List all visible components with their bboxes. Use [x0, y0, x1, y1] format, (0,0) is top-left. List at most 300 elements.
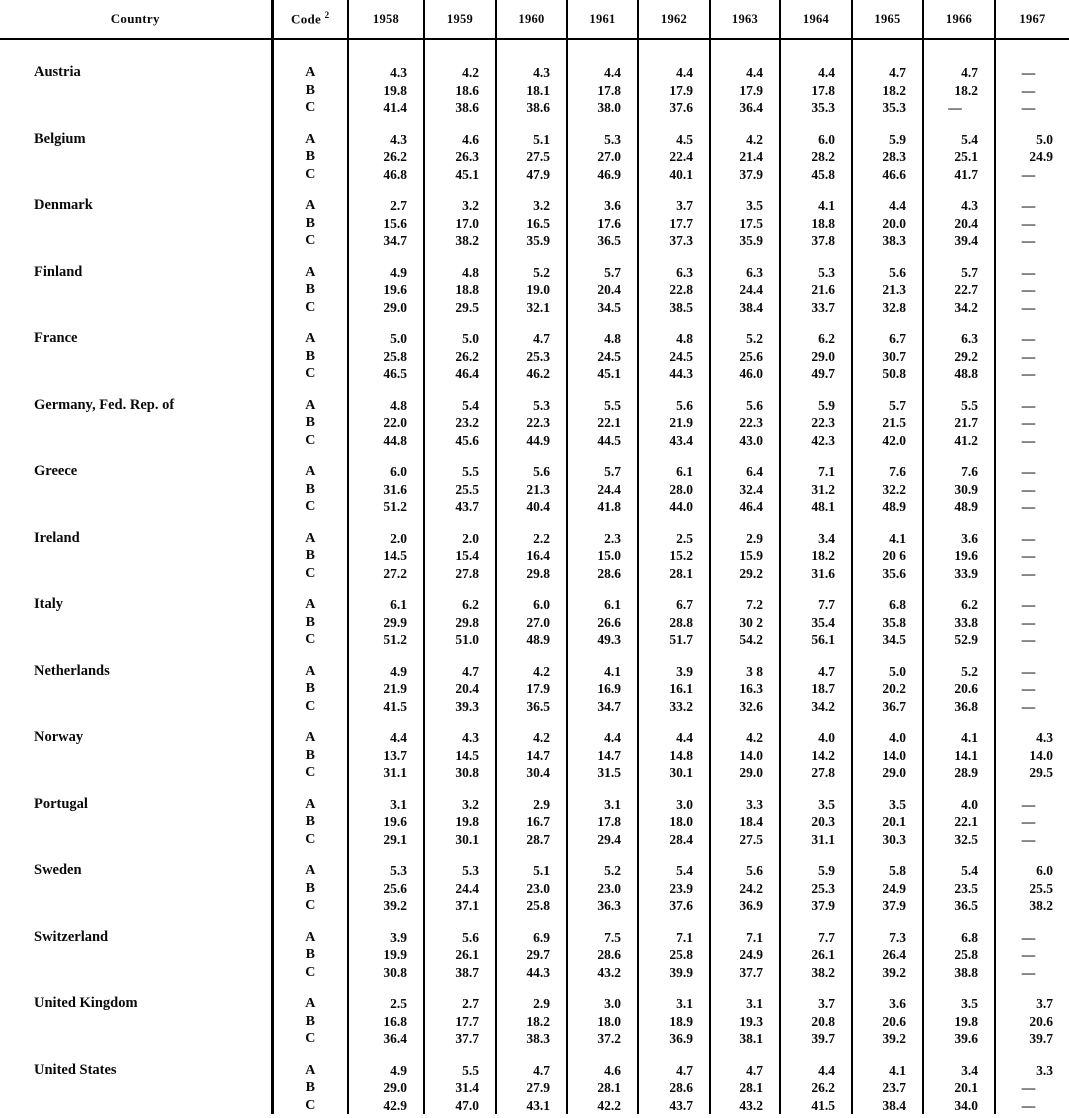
year-value: 5.6 — [676, 397, 693, 413]
year-value: 37.7 — [739, 964, 763, 980]
year-value: 5.7 — [604, 264, 621, 280]
year-value: 3.6 — [604, 198, 621, 213]
year-value: 26.1 — [455, 947, 479, 962]
year-cell — [348, 582, 424, 649]
year-value: 3.5 — [961, 996, 978, 1011]
year-value: 2.2 — [533, 530, 550, 546]
year-value: 19.9 — [383, 947, 407, 962]
code-cell — [272, 383, 348, 450]
code-letter: A — [305, 331, 316, 346]
year-cell — [638, 516, 710, 583]
year-value: 39.2 — [882, 1031, 906, 1046]
year-cell — [852, 383, 923, 450]
year-value: 4.2 — [533, 730, 550, 745]
year-value: 3.9 — [676, 663, 693, 679]
year-cell — [424, 848, 496, 915]
year-cell — [923, 649, 995, 716]
year-value: 24.9 — [739, 947, 763, 962]
year-value: 20.1 — [954, 1080, 978, 1095]
year-value: 6.1 — [604, 597, 621, 612]
year-cell — [780, 1048, 852, 1115]
year-cell — [638, 250, 710, 317]
year-value: 14.0 — [882, 747, 906, 763]
year-cell — [638, 915, 710, 982]
year-value: 5.6 — [462, 929, 479, 945]
year-value: 21.5 — [882, 415, 906, 430]
year-value: 4.2 — [533, 663, 550, 679]
year-cell — [496, 782, 567, 849]
year-value: 14.7 — [597, 747, 621, 763]
year-cell — [710, 782, 780, 849]
year-value: 18.2 — [882, 82, 906, 98]
year-value: — — [948, 100, 962, 115]
year-value: 29.0 — [811, 348, 835, 364]
year-value: 2.5 — [390, 996, 407, 1011]
year-value: 35.4 — [811, 614, 835, 630]
year-value: 28.6 — [669, 1080, 693, 1095]
year-value: 7.3 — [889, 929, 906, 945]
year-value: 30.4 — [526, 765, 550, 780]
year-cell — [710, 848, 780, 915]
year-value: 3.7 — [676, 198, 693, 213]
year-value: 46.4 — [455, 366, 479, 381]
year-cell — [852, 915, 923, 982]
year-cell — [923, 981, 995, 1048]
code-letter: C — [305, 1097, 316, 1113]
year-value: 6.2 — [462, 597, 479, 612]
year-cell — [852, 516, 923, 583]
year-value: 15.4 — [455, 548, 479, 563]
year-value: 17.8 — [597, 814, 621, 829]
year-value: 19.6 — [383, 282, 407, 297]
year-value: 28.6 — [597, 565, 621, 581]
year-value: 30.3 — [882, 831, 906, 847]
year-cell — [567, 782, 638, 849]
year-value: 44.3 — [669, 366, 693, 381]
code-cell — [272, 39, 348, 117]
year-cell — [995, 39, 1069, 117]
year-value: 46.6 — [882, 166, 906, 182]
year-value: 44.0 — [669, 499, 693, 514]
code-cell — [272, 250, 348, 317]
year-cell — [567, 715, 638, 782]
year-cell — [424, 649, 496, 716]
year-cell — [995, 715, 1069, 782]
column-header-year: 1964 — [780, 0, 852, 39]
year-cell — [638, 649, 710, 716]
year-cell — [923, 915, 995, 982]
year-value: 29.2 — [739, 565, 763, 581]
year-value: 39.7 — [1029, 1031, 1053, 1046]
year-value: 3.7 — [1036, 996, 1053, 1011]
year-value: 48.9 — [882, 499, 906, 514]
code-header-label: Code — [291, 11, 322, 27]
year-value: 43.0 — [739, 432, 763, 448]
year-value: 20.2 — [882, 681, 906, 696]
year-cell — [710, 516, 780, 583]
code-letter: A — [305, 264, 316, 280]
year-value: — — [1021, 964, 1036, 980]
year-value: 50.8 — [882, 366, 906, 381]
year-value: 25.6 — [739, 348, 763, 364]
year-value: 32.4 — [739, 481, 763, 497]
country-row — [0, 582, 1069, 649]
year-cell — [852, 117, 923, 184]
year-cell — [348, 649, 424, 716]
year-value: 29.1 — [383, 831, 407, 847]
year-value: — — [1021, 100, 1036, 115]
code-cell — [272, 782, 348, 849]
year-value: 22.1 — [597, 415, 621, 430]
year-value: 38.6 — [455, 100, 479, 115]
year-value: 6.1 — [390, 597, 407, 612]
country-row — [0, 1048, 1069, 1115]
year-value: 46.2 — [526, 366, 550, 381]
year-value: 22.8 — [669, 282, 693, 297]
year-cell — [780, 516, 852, 583]
year-value: 4.6 — [462, 131, 479, 147]
column-header-year: 1965 — [852, 0, 923, 39]
year-value: 38.7 — [455, 964, 479, 980]
code-letter: B — [305, 82, 315, 98]
year-value: — — [1021, 831, 1036, 847]
country-name: Finland — [34, 263, 83, 280]
year-value: 39.9 — [669, 964, 693, 980]
country-cell — [0, 449, 272, 516]
year-cell — [923, 117, 995, 184]
year-cell — [710, 39, 780, 117]
year-value: 4.4 — [390, 730, 407, 745]
year-value: 26.2 — [383, 149, 407, 164]
year-value: 20.6 — [882, 1013, 906, 1029]
year-value: 5.6 — [746, 863, 763, 878]
year-value: 5.6 — [889, 264, 906, 280]
year-cell — [780, 316, 852, 383]
year-value: 17.7 — [455, 1013, 479, 1029]
year-value: 43.7 — [455, 499, 479, 514]
year-value: 24.5 — [597, 348, 621, 364]
year-value: 6.4 — [746, 464, 763, 479]
year-value: 4.2 — [462, 65, 479, 80]
country-name: Netherlands — [34, 662, 110, 679]
year-value: 28.4 — [669, 831, 693, 847]
year-value: 21.7 — [954, 415, 978, 430]
year-value: 19.8 — [954, 1013, 978, 1029]
year-value: 28.3 — [882, 149, 906, 164]
code-letter: C — [305, 632, 316, 647]
year-value: 5.2 — [961, 663, 978, 679]
country-cell — [0, 383, 272, 450]
year-value: 29.0 — [383, 299, 407, 315]
year-cell — [496, 183, 567, 250]
code-letter: A — [305, 730, 316, 745]
year-value: 20.4 — [455, 681, 479, 696]
year-cell — [638, 383, 710, 450]
year-value: 4.8 — [462, 264, 479, 280]
code-cell — [272, 1048, 348, 1115]
country-name: Germany, Fed. Rep. of — [34, 396, 175, 413]
year-value: — — [1021, 548, 1036, 563]
year-value: 16.9 — [597, 681, 621, 696]
year-value: 4.7 — [533, 1062, 550, 1078]
year-value: 29.0 — [882, 765, 906, 780]
country-row — [0, 915, 1069, 982]
year-value: 25.5 — [455, 481, 479, 497]
header-row — [0, 0, 1069, 39]
year-value: 4.1 — [604, 663, 621, 679]
year-value: — — [1021, 233, 1036, 248]
year-cell — [348, 316, 424, 383]
year-value: 43.2 — [739, 1097, 763, 1113]
year-value: 27.5 — [739, 831, 763, 847]
year-value: 37.3 — [669, 233, 693, 248]
year-value: 3.5 — [818, 796, 835, 812]
year-value: 24.9 — [1029, 149, 1053, 164]
code-letter: C — [305, 964, 316, 980]
year-value: 3.5 — [889, 796, 906, 812]
year-cell — [424, 1048, 496, 1115]
year-value: 5.4 — [961, 131, 978, 147]
year-value: 6.1 — [676, 464, 693, 479]
year-value: — — [1021, 331, 1036, 346]
year-value: 41.2 — [954, 432, 978, 448]
year-value: 27.9 — [526, 1080, 550, 1095]
year-value: 41.5 — [811, 1097, 835, 1113]
year-value: 3.6 — [961, 530, 978, 546]
year-value: 30.1 — [455, 831, 479, 847]
year-cell — [496, 1048, 567, 1115]
year-cell — [348, 715, 424, 782]
year-value: — — [1021, 198, 1036, 213]
year-value: 18.8 — [455, 282, 479, 297]
year-value: 39.7 — [811, 1031, 835, 1046]
year-value: 29.8 — [526, 565, 550, 581]
column-header-year: 1958 — [348, 0, 424, 39]
year-value: 48.9 — [526, 632, 550, 647]
year-value: 29.7 — [526, 947, 550, 962]
year-value: 5.5 — [462, 1062, 479, 1078]
year-value: 4.1 — [818, 198, 835, 213]
year-value: — — [1021, 614, 1036, 630]
year-cell — [923, 516, 995, 583]
year-value: 14.1 — [954, 747, 978, 763]
year-value: 45.8 — [811, 166, 835, 182]
year-cell — [923, 582, 995, 649]
year-value: 3.4 — [818, 530, 835, 546]
year-cell — [995, 782, 1069, 849]
year-value: 15.2 — [669, 548, 693, 563]
year-cell — [780, 582, 852, 649]
year-value: 33.9 — [954, 565, 978, 581]
year-cell — [348, 117, 424, 184]
year-value: 3.1 — [676, 996, 693, 1011]
year-value: 42.2 — [597, 1097, 621, 1113]
code-letter: C — [305, 299, 316, 315]
year-value: 5.1 — [533, 131, 550, 147]
year-value: 20.4 — [597, 282, 621, 297]
year-value: — — [1021, 481, 1036, 497]
year-value: 4.3 — [961, 198, 978, 213]
year-value: 34.2 — [954, 299, 978, 315]
year-cell — [995, 981, 1069, 1048]
code-letter: B — [305, 1013, 315, 1029]
year-value: 35.6 — [882, 565, 906, 581]
year-value: 19.6 — [954, 548, 978, 563]
column-header-year: 1962 — [638, 0, 710, 39]
year-value: 26.2 — [455, 348, 479, 364]
year-cell — [424, 316, 496, 383]
year-value: 4.7 — [533, 331, 550, 346]
year-value: 2.9 — [533, 796, 550, 812]
year-value: 37.9 — [739, 166, 763, 182]
year-value: 24.5 — [669, 348, 693, 364]
year-value: 51.2 — [383, 632, 407, 647]
country-row — [0, 848, 1069, 915]
year-cell — [496, 582, 567, 649]
year-value: 34.7 — [383, 233, 407, 248]
year-value: 4.7 — [746, 1062, 763, 1078]
country-cell — [0, 183, 272, 250]
code-letter: A — [305, 198, 316, 213]
code-letter: C — [305, 166, 316, 182]
country-row — [0, 316, 1069, 383]
year-cell — [567, 316, 638, 383]
year-cell — [496, 383, 567, 450]
year-value: 38.8 — [954, 964, 978, 980]
code-cell — [272, 516, 348, 583]
code-letter: B — [305, 814, 315, 829]
column-header-code — [272, 0, 348, 39]
code-letter: C — [305, 565, 316, 581]
year-cell — [995, 383, 1069, 450]
year-cell — [995, 915, 1069, 982]
year-value: — — [1021, 698, 1036, 714]
code-letter: A — [305, 663, 316, 679]
year-value: 4.9 — [390, 264, 407, 280]
year-cell — [780, 981, 852, 1048]
year-value: 29.5 — [1029, 765, 1053, 780]
year-value: 34.7 — [597, 698, 621, 714]
year-value: 34.5 — [882, 632, 906, 647]
code-cell — [272, 981, 348, 1048]
year-value: — — [1021, 663, 1036, 679]
year-value: 31.2 — [811, 481, 835, 497]
year-value: 21.4 — [739, 149, 763, 164]
year-value: — — [1021, 82, 1036, 98]
year-value: 42.3 — [811, 432, 835, 448]
code-letter: C — [305, 1031, 316, 1046]
year-value: 36.8 — [954, 698, 978, 714]
year-cell — [424, 183, 496, 250]
year-value: 31.1 — [811, 831, 835, 847]
year-value: 4.4 — [746, 65, 763, 80]
code-letter: B — [305, 215, 315, 231]
year-cell — [567, 981, 638, 1048]
year-value: 38.2 — [1029, 898, 1053, 913]
year-cell — [710, 1048, 780, 1115]
year-cell — [638, 316, 710, 383]
year-value: 20 6 — [882, 548, 906, 563]
year-cell — [424, 449, 496, 516]
year-cell — [348, 782, 424, 849]
code-letter: A — [305, 796, 316, 812]
year-value: 19.6 — [383, 814, 407, 829]
year-cell — [710, 117, 780, 184]
country-cell — [0, 516, 272, 583]
year-cell — [638, 715, 710, 782]
year-cell — [424, 915, 496, 982]
year-value: 2.7 — [462, 996, 479, 1011]
year-cell — [348, 39, 424, 117]
year-cell — [710, 981, 780, 1048]
year-value: — — [1021, 929, 1036, 945]
code-letter: A — [305, 131, 316, 147]
year-value: 43.1 — [526, 1097, 550, 1113]
year-cell — [496, 117, 567, 184]
year-value: — — [1021, 814, 1036, 829]
country-cell — [0, 39, 272, 117]
year-value: 6.7 — [676, 597, 693, 612]
year-value: 23.7 — [882, 1080, 906, 1095]
year-value: 29.5 — [455, 299, 479, 315]
year-cell — [567, 516, 638, 583]
year-value: 37.6 — [669, 898, 693, 913]
year-value: 23.2 — [455, 415, 479, 430]
column-header-year: 1963 — [710, 0, 780, 39]
year-cell — [780, 117, 852, 184]
year-value: 18.2 — [811, 548, 835, 563]
year-value: 4.8 — [676, 331, 693, 346]
year-value: 20.6 — [1029, 1013, 1053, 1029]
column-header-year: 1959 — [424, 0, 496, 39]
year-value: 24.4 — [739, 282, 763, 297]
year-value: 27.2 — [383, 565, 407, 581]
year-value: 22.3 — [811, 415, 835, 430]
year-value: 6.2 — [818, 331, 835, 346]
year-value: 28.7 — [526, 831, 550, 847]
year-value: 6.3 — [676, 264, 693, 280]
year-value: 24.4 — [455, 880, 479, 896]
year-value: 20.4 — [954, 215, 978, 231]
year-value: 4.0 — [818, 730, 835, 745]
year-value: 28.2 — [811, 149, 835, 164]
year-value: 30 2 — [739, 614, 763, 630]
year-cell — [567, 449, 638, 516]
code-cell — [272, 715, 348, 782]
year-cell — [348, 449, 424, 516]
year-value: 42.9 — [383, 1097, 407, 1113]
country-name: Austria — [34, 64, 81, 80]
year-value: 4.4 — [889, 198, 906, 213]
year-value: 35.3 — [811, 100, 835, 115]
country-cell — [0, 715, 272, 782]
country-name: Belgium — [34, 130, 86, 147]
year-cell — [852, 316, 923, 383]
code-letter: C — [305, 898, 316, 913]
year-value: 36.5 — [954, 898, 978, 913]
year-value: 14.0 — [739, 747, 763, 763]
year-value: 3.2 — [462, 198, 479, 213]
code-letter: B — [305, 747, 315, 763]
year-cell — [496, 981, 567, 1048]
year-value: 4.3 — [1036, 730, 1053, 745]
year-value: 28.6 — [597, 947, 621, 962]
year-cell — [780, 449, 852, 516]
year-value: 51.2 — [383, 499, 407, 514]
year-value: 4.4 — [676, 730, 693, 745]
year-cell — [638, 1048, 710, 1115]
year-cell — [348, 250, 424, 317]
